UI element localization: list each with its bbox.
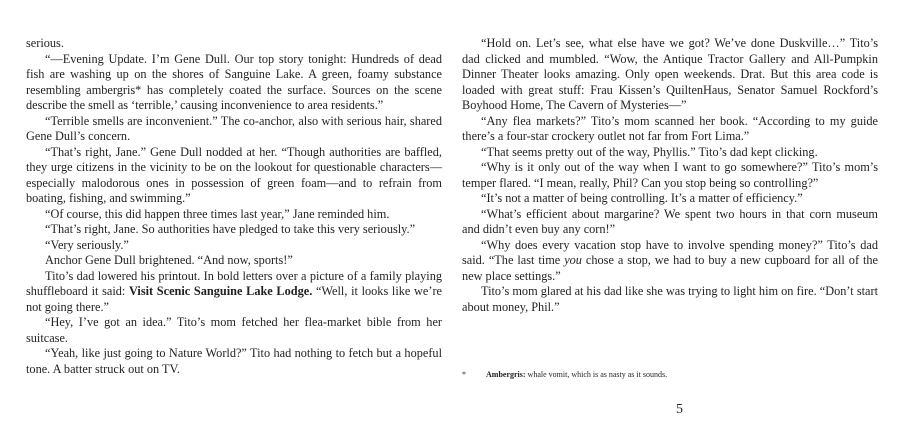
footnote-term: Ambergris: [486, 370, 526, 379]
paragraph: “Hold on. Let’s see, what else have we got? We’ve done Duskville…” Tito’s dad clicked and mumbled. “Wow, the Antique Tractor Gallery and All-Pumpkin Dinner Theater looks amazing. Only open weekends. Drat. But this area code is loaded with great stuff: Frau Kissen’s QuiltenHaus, Senator Samuel Rockford’s Boyhood Home, The Cavern of Mysteries—” [462, 36, 878, 112]
paragraph: “Yeah, like just going to Nature World?” Tito had nothing to fetch but a hopeful tone. A batter struck out on TV. [26, 346, 442, 376]
paragraph [462, 238, 878, 285]
lodge-ad-text: Visit Scenic Sanguine Lake Lodge. [128, 284, 313, 298]
paragraph-text: Tito’s dad lowered his printout. In bold letters over a picture of a family playing shuffleboard it said: [26, 268, 442, 298]
footnote-mark: * [462, 370, 466, 379]
paragraph: “Why is it only out of the way when I want to go somewhere?” Tito’s mom’s temper flared. “I mean, really, Phil? Can you stop being so controlling?” [462, 160, 878, 190]
page-number: 5 [676, 402, 683, 417]
right-column [462, 36, 878, 315]
paragraph: “That’s right, Jane. So authorities have pledged to take this very seriously.” [45, 222, 416, 236]
paragraph-text: chose a stop, we had to buy a new cupboard for all of the new place settings.” [462, 253, 879, 283]
paragraph: “That’s right, Jane.” Gene Dull nodded at her. “Though authorities are baffled, they urge citizens in the vicinity to be on the lookout for questionable characters—especially malodorous ones in possession of green foam—and to refrain from boating, fishing, and swimming.” [26, 144, 442, 205]
left-column [26, 36, 442, 377]
paragraph: “Very seriously.” [45, 237, 129, 252]
paragraph: serious. [26, 36, 64, 50]
paragraph: “Terrible smells are inconvenient.” The co-anchor, also with serious hair, shared Gene Dull’s concern. [26, 113, 442, 143]
paragraph: Tito’s mom glared at his dad like she was trying to light him on fire. “Don’t start about money, Phil.” [462, 284, 878, 314]
footnote-text: whale vomit, which is as nasty as it sounds. [525, 370, 668, 379]
paragraph: “—Evening Update. I’m Gene Dull. Our top story tonight: Hundreds of dead fish are washing up on the shores of Sanguine Lake. A green, foamy substance resembling ambergris* has completely coated the surface. Sources on the scene describe the smell as ‘terrible,’ causing inconvenience to area residents.” [26, 51, 442, 112]
paragraph: “What’s efficient about margarine? We spent two hours in that corn museum and didn’t even buy any corn!” [462, 206, 878, 236]
paragraph: Anchor Gene Dull brightened. “And now, sports!” [45, 253, 293, 267]
paragraph-text: “Why does every vacation stop have to involve spending money?” Tito’s dad said. “The last time [462, 237, 878, 267]
emphasis-text: you [564, 253, 582, 267]
paragraph: “Of course, this did happen three times last year,” Jane reminded him. [45, 206, 390, 221]
paragraph: “It’s not a matter of being controlling. It’s a matter of efficiency.” [481, 191, 803, 205]
paragraph-text: “Well, it looks like we’re not going there.” [26, 284, 442, 314]
paragraph: “Hey, I’ve got an idea.” Tito’s mom fetched her flea-market bible from her suitcase. [26, 315, 442, 345]
paragraph: “Any flea markets?” Tito’s mom scanned her book. “According to my guide there’s a four-star crockery outlet not far from Fort Lima.” [462, 113, 878, 143]
footnote [462, 370, 878, 380]
paragraph: “That seems pretty out of the way, Phyllis.” Tito’s dad kept clicking. [481, 144, 818, 159]
paragraph [26, 269, 442, 316]
